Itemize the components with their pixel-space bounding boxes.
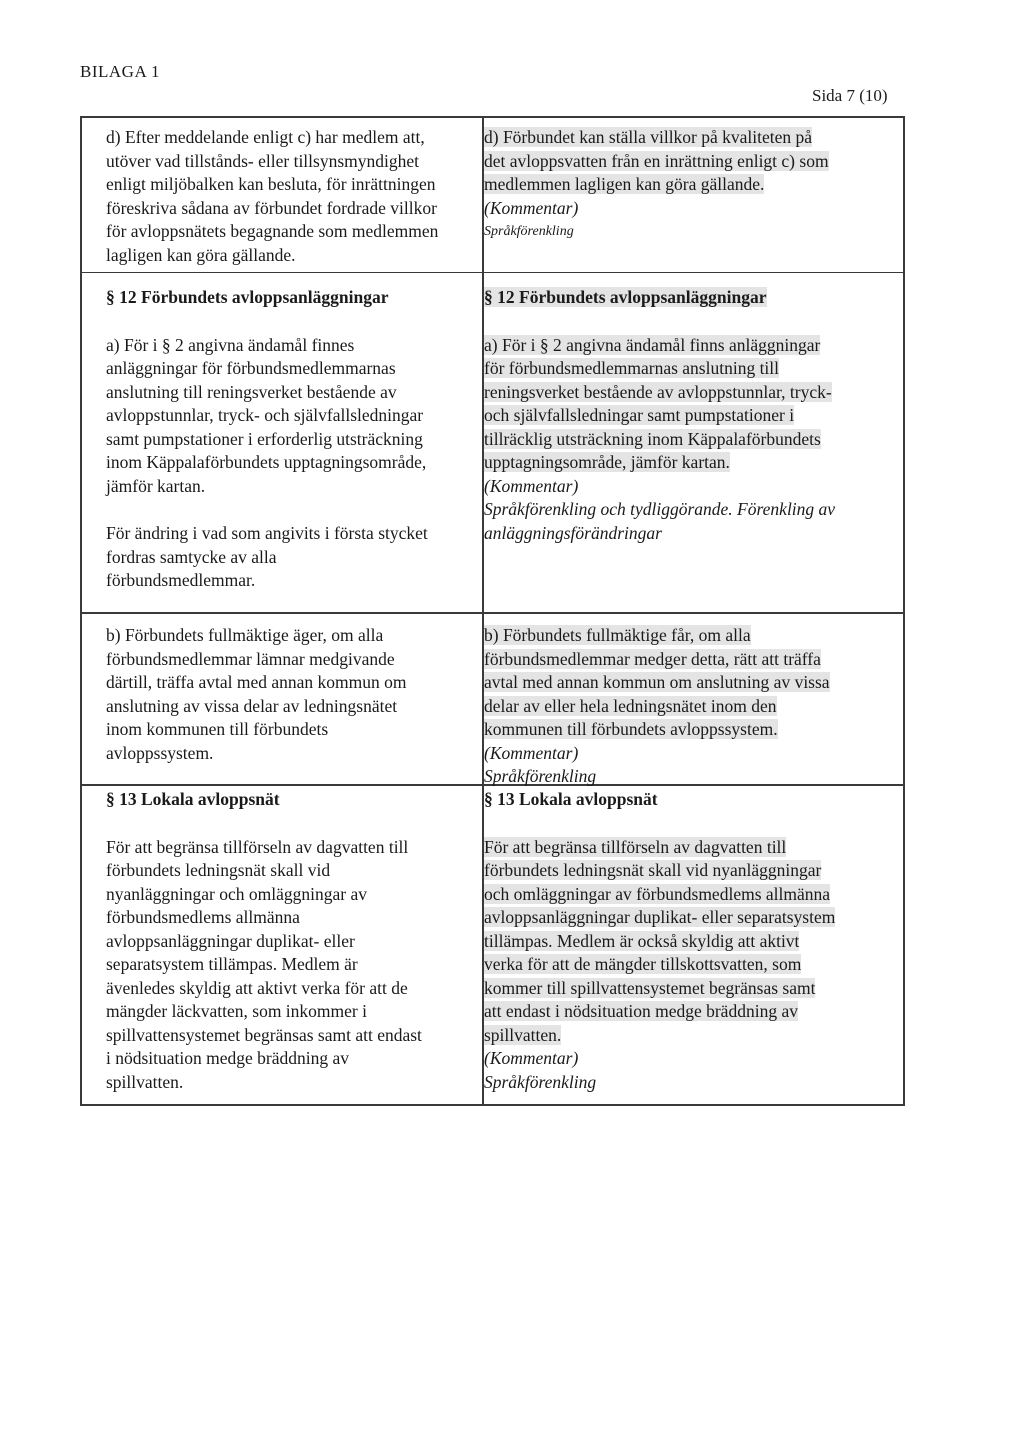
highlighted-text: det avloppsvatten från en inrättning enligt c) som — [484, 150, 829, 171]
table-border-left — [80, 116, 82, 1106]
text-line: inom Käppalaförbundets upptagningsområde, — [106, 452, 427, 472]
comment-note: Språkförenkling — [484, 1071, 597, 1092]
text-line — [484, 428, 900, 452]
comment-label: (Kommentar) — [484, 1048, 579, 1068]
text-line: förbundets ledningsnät skall vid — [106, 860, 331, 880]
row4-left-cell — [106, 788, 478, 1094]
section-heading: § 13 Lokala avloppsnät — [484, 789, 658, 809]
section-heading: § 13 Lokala avloppsnät — [106, 789, 280, 809]
text-line — [484, 381, 900, 405]
text-line: separatsystem tillämpas. Medlem är — [106, 954, 358, 974]
section-heading — [484, 286, 900, 310]
comment-note: Språkförenkling och tydliggörande. Förenkling av — [484, 499, 836, 519]
highlighted-text: b) Förbundets fullmäktige får, om alla — [484, 625, 751, 645]
text-line: avloppssystem. — [106, 742, 214, 763]
highlighted-text: kommer till spillvattensystemet begränsas samt — [484, 977, 816, 998]
highlighted-text: förbundets ledningsnät skall vid nyanläggningar — [484, 860, 822, 880]
comment-note: Språkförenkling — [484, 224, 574, 239]
comment-label: (Kommentar) — [484, 742, 579, 763]
highlighted-text: medlemmen lagligen kan göra gällande. — [484, 174, 765, 194]
document-attachment-label: BILAGA 1 — [80, 62, 161, 81]
text-line: lagligen kan göra gällande. — [106, 244, 296, 265]
page-number: Sida 7 (10) — [812, 86, 888, 105]
row3-right-cell — [484, 624, 900, 789]
highlighted-text: tillämpas. Medlem är också skyldig att aktivt — [484, 930, 800, 951]
text-line: enligt miljöbalken kan besluta, för inrättningen — [106, 174, 436, 194]
text-line: avloppstunnlar, tryck- och självfallsledningar — [106, 405, 424, 425]
text-line: nyanläggningar och omläggningar av — [106, 883, 367, 904]
highlighted-text: och omläggningar av förbundsmedlems allmänna — [484, 883, 831, 904]
text-line — [484, 404, 900, 428]
section-heading: § 12 Förbundets avloppsanläggningar — [106, 287, 389, 307]
table-border-bottom — [80, 1104, 904, 1106]
highlighted-text: För att begränsa tillförseln av dagvatten till — [484, 836, 787, 857]
text-line: avloppsanläggningar duplikat- eller — [106, 930, 355, 951]
highlighted-text: tillräcklig utsträckning inom Käppalaförbundets — [484, 428, 821, 449]
highlighted-text: delar av eller hela ledningsnätet inom den — [484, 695, 777, 716]
text-line: a) För i § 2 angivna ändamål finnes — [106, 334, 355, 355]
text-line — [484, 126, 900, 150]
text-line — [484, 883, 900, 907]
row1-left-cell — [106, 126, 478, 267]
text-line — [484, 695, 900, 719]
text-line: fordras samtycke av alla — [106, 546, 277, 567]
text-line — [484, 953, 900, 977]
text-line: d) Efter meddelande enligt c) har medlem att, — [106, 127, 425, 147]
text-line: För att begränsa tillförseln av dagvatten till — [106, 836, 409, 857]
table-divider-row1 — [80, 272, 904, 273]
table-border-top — [80, 116, 904, 118]
text-line: anslutning till reningsverket bestående av — [106, 381, 397, 402]
text-line: inom kommunen till förbundets — [106, 719, 329, 739]
text-line — [484, 648, 900, 672]
text-line — [484, 671, 900, 695]
text-line — [484, 1000, 900, 1024]
text-line — [484, 977, 900, 1001]
text-line: jämför kartan. — [106, 475, 206, 496]
text-line: därtill, träffa avtal med annan kommun om — [106, 672, 407, 692]
text-line — [484, 718, 900, 742]
highlighted-text: avtal med annan kommun om anslutning av vissa — [484, 672, 830, 692]
highlighted-text: kommunen till förbundets avloppssystem. — [484, 719, 778, 739]
text-line: samt pumpstationer i erforderlig utsträckning — [106, 428, 423, 449]
row4-right-cell — [484, 788, 900, 1094]
text-line: anläggningar för förbundsmedlemmarnas — [106, 358, 396, 378]
text-line — [484, 930, 900, 954]
table-divider-row2 — [80, 612, 904, 614]
text-line — [484, 624, 900, 648]
comment-note: anläggningsförändringar — [484, 522, 662, 543]
text-line — [484, 859, 900, 883]
highlighted-text: förbundsmedlemmar medger detta, rätt att träffa — [484, 648, 821, 669]
text-line — [484, 836, 900, 860]
row2-right-cell — [484, 286, 900, 545]
text-line: spillvattensystemet begränsas samt att endast — [106, 1024, 422, 1045]
text-line: ävenledes skyldig att aktivt verka för att de — [106, 977, 408, 998]
comment-note: Språkförenkling — [484, 766, 597, 786]
text-line: i nödsituation medge bräddning av — [106, 1048, 350, 1068]
row3-left-cell — [106, 624, 478, 765]
text-line: förbundsmedlemmar lämnar medgivande — [106, 648, 395, 669]
highlighted-text: spillvatten. — [484, 1024, 562, 1045]
text-line — [484, 173, 900, 197]
highlighted-text: a) För i § 2 angivna ändamål finns anläggningar — [484, 334, 821, 355]
text-line — [484, 150, 900, 174]
highlighted-text: § 12 Förbundets avloppsanläggningar — [484, 287, 767, 307]
highlighted-text: att endast i nödsituation medge bräddning av — [484, 1001, 798, 1021]
highlighted-text: reningsverket bestående av avloppstunnlar, tryck- — [484, 381, 832, 402]
highlighted-text: för förbundsmedlemmarnas anslutning till — [484, 358, 780, 378]
highlighted-text: upptagningsområde, jämför kartan. — [484, 452, 730, 472]
text-line: För ändring i vad som angivits i första stycket — [106, 523, 428, 543]
comment-label: (Kommentar) — [484, 197, 579, 218]
text-line: anslutning av vissa delar av ledningsnätet — [106, 695, 398, 716]
text-line — [484, 451, 900, 475]
text-line: förbundsmedlems allmänna — [106, 907, 300, 927]
text-line: för avloppsnätets begagnande som medlemmen — [106, 221, 439, 241]
highlighted-text: och självfallsledningar samt pumpstationer i — [484, 405, 795, 425]
highlighted-text: d) Förbundet kan ställa villkor på kvaliteten på — [484, 127, 813, 147]
text-line: b) Förbundets fullmäktige äger, om alla — [106, 625, 384, 645]
text-line: föreskriva sådana av förbundet fordrade villkor — [106, 197, 437, 218]
highlighted-text: avloppsanläggningar duplikat- eller separatsystem — [484, 907, 836, 927]
row2-left-cell — [106, 286, 478, 593]
text-line: förbundsmedlemmar. — [106, 570, 256, 590]
text-line: spillvatten. — [106, 1071, 184, 1092]
text-line — [484, 334, 900, 358]
comment-label: (Kommentar) — [484, 475, 579, 496]
row1-right-cell — [484, 126, 900, 244]
table-border-right — [903, 116, 905, 1106]
text-line — [484, 357, 900, 381]
highlighted-text: verka för att de mängder tillskottsvatten, som — [484, 954, 802, 974]
text-line — [484, 906, 900, 930]
text-line — [484, 1024, 900, 1048]
text-line: mängder läckvatten, som inkommer i — [106, 1001, 367, 1021]
text-line: utöver vad tillstånds- eller tillsynsmyndighet — [106, 150, 420, 171]
